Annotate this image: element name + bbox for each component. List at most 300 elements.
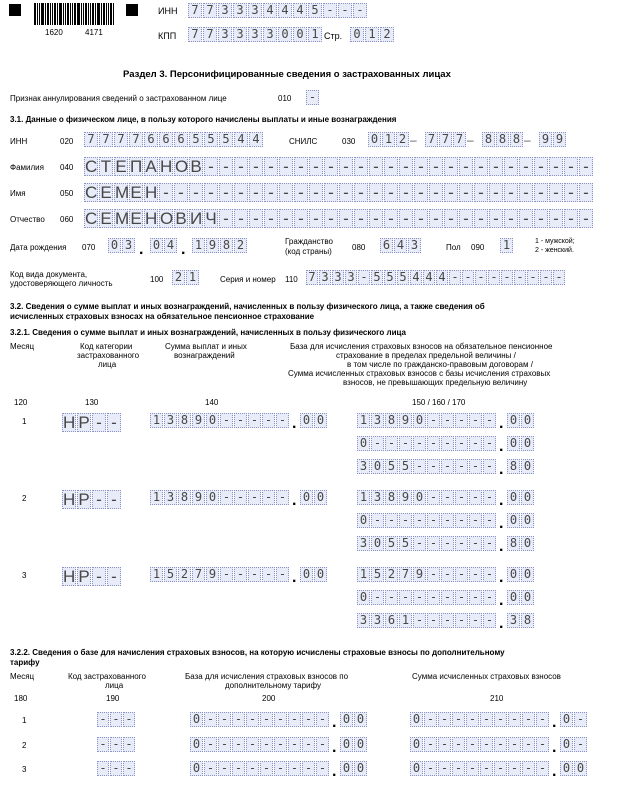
char-cell: 0	[521, 413, 534, 428]
base-amount-dec[interactable]	[507, 536, 535, 551]
surname-label: Фамилия	[10, 163, 44, 172]
char-cell: 8	[385, 413, 398, 428]
char-cell: -	[385, 590, 398, 605]
payment-sum-int[interactable]	[150, 567, 290, 582]
char-cell: -	[262, 413, 275, 428]
char-cell: 0	[521, 590, 534, 605]
char-cell: 7	[192, 567, 205, 582]
char-cell: -	[466, 712, 479, 727]
char-cell: 0	[521, 513, 534, 528]
char-cell: 0	[278, 27, 292, 42]
char-cell: -	[455, 567, 468, 582]
payment-sum-dec[interactable]	[300, 413, 328, 428]
char-cell: -	[455, 590, 468, 605]
char-cell: -	[218, 712, 231, 727]
char-cell: -	[427, 436, 440, 451]
char-cell: -	[504, 209, 518, 228]
sex-cells[interactable]	[500, 238, 514, 253]
tariff-sum-int[interactable]	[410, 712, 550, 727]
char-cell: -	[110, 712, 122, 727]
char-cell: С	[85, 209, 98, 228]
header-inn-cells[interactable]	[188, 3, 368, 18]
s32-title: 3.2. Сведения о сумме выплат и иных вознаграждений, начисленных в пользу физического лица, а также сведения об	[10, 302, 485, 311]
char-cell: 8	[521, 613, 534, 628]
char-cell: 4	[164, 238, 177, 253]
char-cell: 9	[399, 490, 412, 505]
char-cell: 5	[219, 132, 233, 147]
char-cell: 5	[164, 567, 177, 582]
char-cell: -	[483, 436, 496, 451]
char-cell: 1	[357, 490, 370, 505]
char-cell: 0	[300, 567, 313, 582]
base-amount-int[interactable]	[357, 567, 497, 582]
char-cell: -	[441, 567, 454, 582]
char-cell: -	[527, 270, 539, 285]
char-cell: -	[264, 209, 278, 228]
char-cell: 0	[354, 712, 367, 727]
char-cell: 3	[371, 413, 384, 428]
char-cell: -	[219, 157, 233, 176]
char-cell: 8	[507, 459, 520, 474]
char-cell: 5	[385, 536, 398, 551]
char-cell: -	[399, 157, 413, 176]
char-cell: -	[469, 436, 482, 451]
char-cell: -	[441, 513, 454, 528]
char-cell: 4	[436, 270, 448, 285]
char-cell: -	[110, 761, 122, 776]
char-cell: 5	[371, 567, 384, 582]
char-cell: 0	[507, 567, 520, 582]
char-cell: 8	[496, 132, 509, 147]
char-cell: -	[534, 209, 548, 228]
citizenship-cells[interactable]	[380, 238, 422, 253]
char-cell: О	[175, 157, 189, 176]
char-cell: -	[474, 183, 488, 202]
char-cell: -	[232, 761, 245, 776]
char-cell: -	[249, 209, 263, 228]
category-code-cells[interactable]	[62, 490, 122, 509]
char-cell: Н	[63, 413, 76, 432]
char-cell: 0	[206, 490, 219, 505]
char-cell: 3	[357, 613, 370, 628]
char-cell: -	[441, 490, 454, 505]
char-cell: -	[452, 712, 465, 727]
decimal-point: .	[499, 538, 504, 555]
char-cell: -	[316, 737, 329, 752]
char-cell: -	[399, 436, 412, 451]
s322-title: 3.2.2. Сведения о базе для начисления страховых взносов, на которую исчислены страховые взносы по дополнительному	[10, 648, 505, 657]
category-code-cells[interactable]	[62, 567, 122, 586]
series-code: 110	[285, 275, 298, 284]
char-cell: -	[399, 183, 413, 202]
char-cell: -	[504, 157, 518, 176]
base-amount-dec[interactable]	[507, 436, 535, 451]
char-cell: -	[469, 613, 482, 628]
char-cell: -	[234, 157, 248, 176]
char-cell: 7	[84, 132, 98, 147]
char-cell: В	[190, 157, 202, 176]
payment-sum-int[interactable]	[150, 490, 290, 505]
char-cell: 1	[150, 567, 163, 582]
decimal-point: .	[499, 492, 504, 509]
char-cell: -	[494, 712, 507, 727]
char-cell: -	[504, 183, 518, 202]
char-cell: О	[160, 209, 174, 228]
patronymic-cells[interactable]	[84, 209, 594, 228]
char-cell: 3	[218, 27, 232, 42]
char-cell: -	[441, 613, 454, 628]
series-number-cells[interactable]	[306, 270, 566, 285]
char-cell: 0	[150, 238, 163, 253]
char-cell: 0	[350, 27, 364, 42]
char-cell: 6	[380, 238, 393, 253]
char-cell: -	[564, 157, 578, 176]
char-cell: 4	[410, 270, 422, 285]
category-code-cells[interactable]	[62, 413, 122, 432]
tariff-sum-dec[interactable]	[560, 761, 588, 776]
patronymic-code: 060	[60, 215, 74, 224]
kpp-label: КПП	[158, 31, 177, 41]
dob-label: Дата рождения	[10, 243, 67, 252]
snils-cells-1[interactable]	[368, 132, 410, 147]
char-cell: 0	[340, 737, 353, 752]
base-amount-dec[interactable]	[507, 490, 535, 505]
char-cell: 0	[560, 737, 573, 752]
char-cell: -	[294, 209, 308, 228]
char-cell: -	[204, 157, 218, 176]
sex-code: 090	[471, 243, 485, 252]
base-amount-int[interactable]	[357, 436, 497, 451]
annul-code: 010	[278, 94, 292, 103]
char-cell: -	[384, 209, 398, 228]
char-cell: -	[549, 183, 563, 202]
char-cell: 0	[410, 712, 423, 727]
base-amount-int[interactable]	[357, 590, 497, 605]
header-kpp-cells[interactable]	[188, 27, 323, 42]
char-cell: 9	[553, 132, 566, 147]
dob-year-cells[interactable]	[192, 238, 248, 253]
s322-col-category: Код застрахованного	[68, 672, 146, 681]
col-base-4: Сумма исчисленных страховых взносов с базы исчисления страховых	[288, 369, 551, 378]
char-cell: -	[371, 436, 384, 451]
decimal-point: .	[332, 763, 337, 780]
char-cell: 0	[300, 490, 313, 505]
base-amount-dec[interactable]	[507, 459, 535, 474]
inn-field-label: ИНН	[10, 137, 28, 146]
char-cell: -	[489, 183, 503, 202]
char-cell: 1	[150, 490, 163, 505]
char-cell: -	[234, 209, 248, 228]
char-cell: 1	[357, 413, 370, 428]
surname-code: 040	[60, 163, 74, 172]
decimal-point: .	[292, 415, 297, 432]
char-cell: -	[92, 413, 106, 432]
s31-title: 3.1. Данные о физическом лице, в пользу которого начислены выплаты и иные вознаграждения	[10, 115, 397, 124]
tariff-sum-dec[interactable]	[560, 712, 588, 727]
char-cell: -	[474, 157, 488, 176]
char-cell: -	[483, 490, 496, 505]
char-cell: 8	[220, 238, 233, 253]
tariff-base-int[interactable]	[190, 761, 330, 776]
char-cell: 7	[453, 132, 466, 147]
snils-cells-3[interactable]	[482, 132, 524, 147]
dob-day-cells[interactable]	[108, 238, 136, 253]
char-cell: 0	[507, 590, 520, 605]
char-cell: 8	[482, 132, 495, 147]
char-cell: -	[338, 3, 352, 18]
char-cell: Е	[100, 183, 112, 202]
base-amount-int[interactable]	[357, 536, 497, 551]
char-cell: -	[294, 183, 308, 202]
char-cell: 4	[423, 270, 435, 285]
char-cell: -	[220, 413, 233, 428]
char-cell: 0	[521, 436, 534, 451]
person-inn-cells[interactable]	[84, 132, 264, 147]
dob-month-cells[interactable]	[150, 238, 178, 253]
char-cell: -	[358, 270, 370, 285]
char-cell: -	[316, 712, 329, 727]
char-cell: -	[288, 737, 301, 752]
barcode	[34, 3, 115, 25]
snils-cells-2[interactable]	[425, 132, 467, 147]
base-amount-int[interactable]	[357, 490, 497, 505]
month-number: 3	[22, 765, 27, 774]
snils-dash: –	[467, 133, 474, 147]
decimal-point: .	[499, 615, 504, 632]
char-cell: -	[536, 737, 549, 752]
char-cell: -	[339, 209, 353, 228]
month-number: 2	[22, 741, 27, 750]
inn-label: ИНН	[158, 6, 178, 16]
decimal-point: .	[332, 714, 337, 731]
char-cell: 5	[308, 3, 322, 18]
char-cell: -	[519, 183, 533, 202]
char-cell: -	[483, 536, 496, 551]
tariff-sum-int[interactable]	[410, 737, 550, 752]
base-amount-dec[interactable]	[507, 513, 535, 528]
payment-sum-dec[interactable]	[300, 490, 328, 505]
char-cell: 0	[413, 413, 426, 428]
s322-code-category: 190	[106, 694, 120, 703]
char-cell: 2	[234, 238, 247, 253]
tariff-base-int[interactable]	[190, 712, 330, 727]
char-cell: -	[579, 209, 593, 228]
char-cell: -	[564, 183, 578, 202]
base-amount-dec[interactable]	[507, 413, 535, 428]
char-cell: 3	[164, 413, 177, 428]
char-cell: -	[204, 183, 218, 202]
sex-label: Пол	[446, 243, 461, 252]
tariff-base-int[interactable]	[190, 737, 330, 752]
char-cell: -	[429, 183, 443, 202]
char-cell: -	[508, 761, 521, 776]
char-cell: -	[522, 712, 535, 727]
char-cell: 7	[203, 27, 217, 42]
char-cell: -	[441, 590, 454, 605]
char-cell: -	[540, 270, 552, 285]
col-category: Код категории	[80, 342, 133, 351]
code-base: 150 / 160 / 170	[412, 398, 466, 407]
char-cell: 5	[385, 459, 398, 474]
char-cell: -	[429, 157, 443, 176]
char-cell: В	[175, 209, 187, 228]
char-cell: -	[469, 413, 482, 428]
char-cell: 3	[248, 27, 262, 42]
char-cell: -	[274, 712, 287, 727]
char-cell: -	[413, 459, 426, 474]
char-cell: 0	[357, 590, 370, 605]
char-cell: -	[414, 157, 428, 176]
annul-cells[interactable]	[306, 90, 320, 105]
insured-code-cells[interactable]	[97, 761, 136, 776]
tariff-base-dec[interactable]	[340, 737, 368, 752]
base-amount-dec[interactable]	[507, 590, 535, 605]
s32-title-2: исчисленных страховых взносах на обязательное пенсионное страхование	[10, 312, 315, 321]
char-cell: -	[459, 183, 473, 202]
char-cell: 7	[114, 132, 128, 147]
char-cell: 7	[188, 3, 202, 18]
char-cell: -	[459, 157, 473, 176]
barcode-number-left: 1620	[45, 28, 63, 37]
char-cell: 7	[425, 132, 438, 147]
corner-marker-left	[9, 4, 21, 16]
char-cell: -	[483, 567, 496, 582]
corner-marker-right	[126, 4, 138, 16]
char-cell: 7	[188, 27, 202, 42]
tariff-sum-int[interactable]	[410, 761, 550, 776]
snils-dash: –	[410, 133, 417, 147]
payment-sum-dec[interactable]	[300, 567, 328, 582]
tariff-sum-dec[interactable]	[560, 737, 588, 752]
char-cell: 8	[178, 413, 191, 428]
decimal-point: .	[499, 415, 504, 432]
char-cell: 3	[248, 3, 262, 18]
name-cells[interactable]	[84, 183, 594, 202]
annul-label: Признак аннулирования сведений о застрахованном лице	[10, 94, 227, 103]
char-cell: 4	[263, 3, 277, 18]
char-cell: 1	[382, 132, 395, 147]
char-cell: И	[190, 209, 203, 228]
char-cell: 3	[263, 27, 277, 42]
char-cell: -	[234, 490, 247, 505]
char-cell: -	[413, 436, 426, 451]
snils-cells-4[interactable]	[539, 132, 567, 147]
char-cell: -	[384, 157, 398, 176]
char-cell: -	[264, 157, 278, 176]
char-cell: 1	[150, 413, 163, 428]
char-cell: -	[519, 157, 533, 176]
char-cell: -	[107, 413, 121, 432]
char-cell: -	[234, 567, 247, 582]
base-amount-int[interactable]	[357, 413, 497, 428]
payment-sum-int[interactable]	[150, 413, 290, 428]
char-cell: -	[469, 459, 482, 474]
char-cell: -	[234, 183, 248, 202]
char-cell: Т	[100, 157, 112, 176]
char-cell: -	[455, 459, 468, 474]
char-cell: -	[455, 536, 468, 551]
char-cell: -	[444, 157, 458, 176]
char-cell: -	[424, 761, 437, 776]
char-cell: -	[536, 712, 549, 727]
char-cell: -	[483, 513, 496, 528]
base-amount-int[interactable]	[357, 459, 497, 474]
char-cell: 1	[192, 238, 205, 253]
char-cell: -	[449, 270, 461, 285]
char-cell: 4	[234, 132, 248, 147]
base-amount-dec[interactable]	[507, 567, 535, 582]
char-cell: 0	[507, 436, 520, 451]
char-cell: 0	[206, 413, 219, 428]
dob-separator: .	[139, 241, 144, 258]
tariff-base-dec[interactable]	[340, 712, 368, 727]
base-amount-dec[interactable]	[507, 613, 535, 628]
char-cell: М	[115, 183, 130, 202]
char-cell: -	[427, 513, 440, 528]
char-cell: 0	[190, 737, 203, 752]
char-cell: 3	[371, 613, 384, 628]
char-cell: -	[264, 183, 278, 202]
decimal-point: .	[499, 461, 504, 478]
char-cell: Е	[130, 209, 142, 228]
tariff-base-dec[interactable]	[340, 761, 368, 776]
insured-code-cells[interactable]	[97, 737, 136, 752]
char-cell: 9	[206, 567, 219, 582]
col-base-3: в том числе по гражданско-правовым договорам /	[347, 360, 533, 369]
char-cell: -	[399, 590, 412, 605]
decimal-point: .	[552, 763, 557, 780]
char-cell: 0	[574, 761, 587, 776]
char-cell: 1	[399, 613, 412, 628]
base-amount-int[interactable]	[357, 613, 497, 628]
page-label: Стр.	[324, 31, 343, 41]
char-cell: -	[413, 590, 426, 605]
char-cell: -	[579, 157, 593, 176]
char-cell: 0	[507, 513, 520, 528]
page-number-cells[interactable]	[350, 27, 395, 42]
char-cell: -	[219, 209, 233, 228]
decimal-point: .	[499, 515, 504, 532]
char-cell: -	[549, 157, 563, 176]
char-cell: -	[309, 157, 323, 176]
char-cell: 3	[408, 238, 421, 253]
month-number: 1	[22, 417, 27, 426]
char-cell: С	[85, 183, 98, 202]
char-cell: 1	[500, 238, 513, 253]
char-cell: 6	[385, 613, 398, 628]
char-cell: 4	[394, 238, 407, 253]
char-cell: 7	[129, 132, 143, 147]
char-cell: 3	[233, 3, 247, 18]
patronymic-label: Отчество	[10, 215, 45, 224]
char-cell: -	[462, 270, 474, 285]
char-cell: -	[469, 490, 482, 505]
char-cell: -	[444, 183, 458, 202]
char-cell: -	[354, 209, 368, 228]
doc-type-cells[interactable]	[172, 270, 200, 285]
insured-code-cells[interactable]	[97, 712, 136, 727]
char-cell: 3	[357, 459, 370, 474]
char-cell: -	[159, 183, 173, 202]
base-amount-int[interactable]	[357, 513, 497, 528]
month-number: 2	[22, 494, 27, 503]
char-cell: 0	[368, 132, 381, 147]
surname-cells[interactable]	[84, 157, 594, 176]
char-cell: 0	[521, 459, 534, 474]
char-cell: Н	[160, 157, 173, 176]
char-cell: 3	[507, 613, 520, 628]
char-cell: -	[294, 157, 308, 176]
